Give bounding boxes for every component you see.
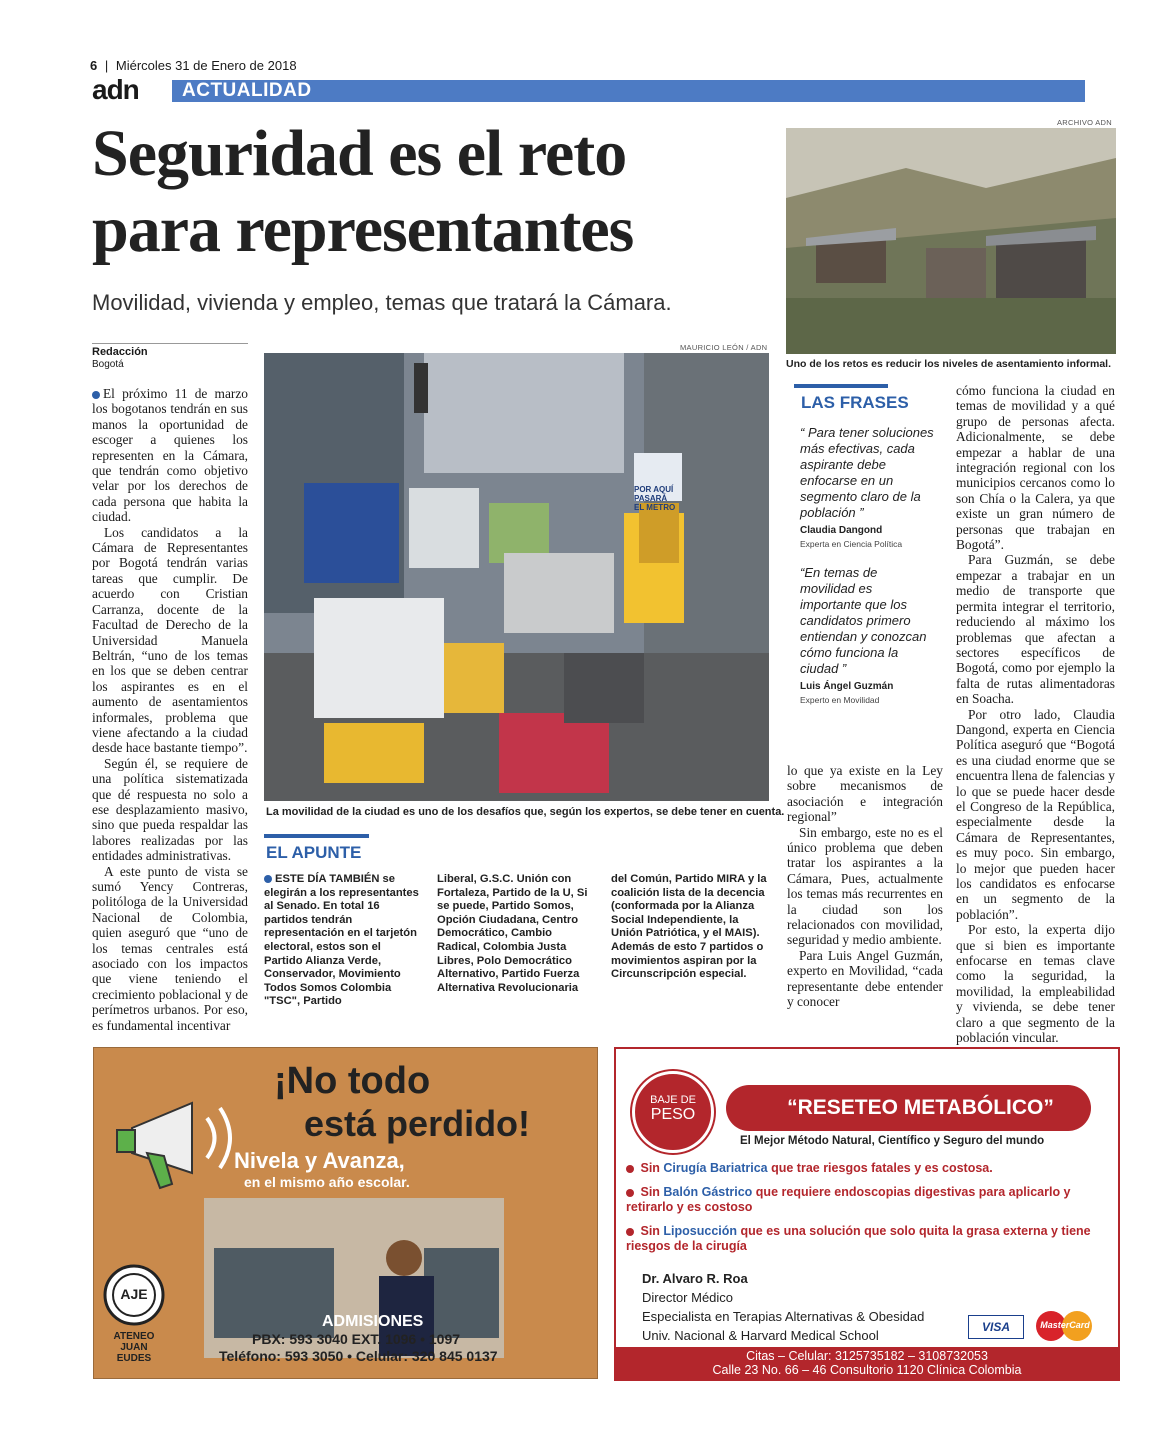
benefit-item: Sin Cirugía Bariatrica que trae riesgos fatales y es costosa. bbox=[626, 1161, 1106, 1176]
paragraph: Por otro lado, Claudia Dangond, experta en Ciencia Política aseguró que “Bogotá es una ciudad enorme que se encuentra llena de falencias y lo que se puede hacer desde el Congreso de la República, especialmente desde la Cámara de Representantes, es muy poco. Sin embargo, lo mejor que pueden hacer los candidatos es enfocarse en un segmento de la población”. bbox=[956, 706, 1115, 922]
apunte-column-1 bbox=[264, 873, 422, 1009]
paragraph: Sin embargo, este no es el único problema que deben tratar los aspirantes a la Cámara, Pues, actualmente los temas más recurrentes en la ciudad son los relacionados con movilidad, seguridad y medio ambiente. bbox=[787, 824, 943, 948]
ateneo-ad bbox=[93, 1047, 598, 1379]
ad-sub-2: en el mismo año escolar. bbox=[244, 1174, 410, 1190]
article-column-4 bbox=[956, 383, 1115, 1045]
paragraph-bullet-icon bbox=[92, 391, 100, 399]
headline-line-1: Seguridad es el reto bbox=[92, 117, 627, 190]
quote-2-role: Experto en Movilidad bbox=[800, 695, 880, 705]
ad-title-bar bbox=[726, 1085, 1091, 1131]
telefono-line: Teléfono: 593 3050 • Celular: 320 845 0137 bbox=[219, 1348, 498, 1364]
ateneo-logo-letters: AJE bbox=[120, 1286, 148, 1302]
paragraph: Para Guzmán, se debe empezar a trabajar en un medio de transporte que permita integrar el territorio, reduciendo al máximo los problemas que afectan a sectores específicos de Bogotá, como por ejemplo la falta de rutas alimentadoras en Soacha. bbox=[956, 552, 1115, 707]
apunte-title: EL APUNTE bbox=[266, 843, 362, 862]
paragraph: Los candidatos a la Cámara de Representantes por Bogotá tendrán varias tareas que cumplir. De acuerdo con Cristian Carranza, docente de la Facultad de Derecho de la Universidad Manuela Beltrán, “uno de los temas en los que se deben centrar los aspirantes es en el aumento de asentamientos informales, problema que viene afectando a la ciudad desde hace bastante tiempo”. bbox=[92, 524, 248, 756]
ateneo-name-2: JUAN EUDES bbox=[116, 1342, 152, 1364]
apunte-lead: ESTE DÍA TAMBIÉN bbox=[275, 873, 380, 885]
doctor-name: Dr. Alvaro R. Roa bbox=[642, 1271, 748, 1286]
quote-2-author: Luis Ángel Guzmán bbox=[800, 681, 894, 692]
red-bullet-icon bbox=[626, 1165, 634, 1173]
headline-line-2: para representantes bbox=[92, 193, 634, 266]
frases-box bbox=[800, 425, 935, 705]
reseteo-ad bbox=[614, 1047, 1120, 1381]
badge-line-1: BAJE DE bbox=[650, 1094, 696, 1106]
author-rule bbox=[92, 343, 248, 344]
informal-settlement-photo bbox=[786, 128, 1116, 354]
quote-2: “En temas de movilidad es importante que los candidatos primero entiendan y conozcan cómo funciona la ciudad ” bbox=[800, 565, 927, 676]
doctor-line-1: Director Médico bbox=[642, 1290, 734, 1305]
citas-line: Citas – Celular: 3125735182 – 3108732053 bbox=[746, 1349, 988, 1363]
ad-headline-1: ¡No todo bbox=[274, 1060, 431, 1102]
author-location: Bogotá bbox=[92, 359, 124, 370]
issue-date: Miércoles 31 de Enero de 2018 bbox=[115, 58, 297, 73]
page-number: 6 bbox=[90, 58, 98, 73]
apunte-rule bbox=[264, 834, 369, 838]
paragraph: Según él, se requiere de una política sistematizada que dé respuesta no solo a ese desplazamiento masivo, sino que pueda respaldar las labores realizadas por las entidades administrativas. bbox=[92, 755, 248, 864]
paragraph: Por esto, la experta dijo que si bien es importante enfocarse en temas clave como la seguridad, la movilidad, la empleabilidad y vivienda, se debe tener claro a que segmento de la población vincular. bbox=[956, 922, 1115, 1046]
traffic-illustration bbox=[264, 353, 769, 801]
paragraph: A este punto de vista se sumó Yency Contreras, politóloga de la Universidad Nacional de Colombia, quien aseguró que “uno de los temas centrales está asociado con los impactos que viene teniendo el crecimiento poblacional y de perímetros urbanos. Por eso, es fundamental incentivar bbox=[92, 863, 248, 1033]
address-line: Calle 23 No. 66 – 46 Consultorio 1120 Clínica Colombia bbox=[712, 1363, 1022, 1377]
top-photo-credit: ARCHIVO ADN bbox=[1057, 118, 1112, 127]
badge-line-2: PESO bbox=[650, 1106, 696, 1123]
doctor-line-3: Univ. Nacional & Harvard Medical School bbox=[642, 1328, 879, 1343]
quote-1-role: Experta en Ciencia Política bbox=[800, 539, 903, 549]
benefit-item: Sin Liposucción que es una solución que solo quita la grasa externa y tiene riesgos de la cirugía bbox=[626, 1224, 1091, 1253]
apunte-column-2: Liberal, G.S.C. Unión con Fortaleza, Partido de la U, Si se puede, Partido Somos, Opción Ciudadana, Centro Democrático, Cambio Radical, Colombia Justa Libres, Polo Democrático Alternativo, Partido Fuerza Alternativa Revolucionaria bbox=[437, 873, 588, 994]
subheadline: Movilidad, vivienda y empleo, temas que tratará la Cámara. bbox=[92, 290, 672, 315]
page-header: 6 | Miércoles 31 de Enero de 2018 bbox=[90, 58, 297, 73]
red-bullet-icon bbox=[626, 1189, 634, 1197]
section-bar bbox=[172, 80, 1085, 102]
paragraph: Para Luis Angel Guzmán, experto en Movilidad, “cada representante debe entender y conocer bbox=[787, 947, 943, 1010]
main-photo-credit: MAURICIO LEÓN / ADN bbox=[680, 343, 768, 352]
visa-logo: VISA bbox=[968, 1315, 1024, 1339]
headline bbox=[92, 116, 633, 268]
benefit-item: Sin Balón Gástrico que requiere endoscopias digestivas para aplicarlo y retirarlo y es costoso bbox=[626, 1185, 1071, 1214]
main-photo-caption: La movilidad de la ciudad es uno de los desafíos que, según los expertos, se debe tener en cuenta. bbox=[266, 806, 785, 818]
frases-rule bbox=[794, 384, 888, 388]
paragraph: lo que ya existe en la Ley sobre mecanismos de asociación e integración regional” bbox=[787, 763, 943, 825]
ateneo-name-1: ATENEO bbox=[113, 1331, 155, 1342]
article-column-1 bbox=[92, 386, 248, 1033]
apunte-bullet-icon bbox=[264, 875, 272, 883]
traffic-photo bbox=[264, 353, 769, 801]
doctor-line-2: Especialista en Terapias Alternativas & Obesidad bbox=[642, 1309, 925, 1324]
author: Redacción bbox=[92, 346, 148, 358]
quote-1: “ Para tener soluciones más efectivas, cada aspirante debe enfocarse en un segmento claro de la población ” bbox=[800, 425, 934, 520]
section-label: ACTUALIDAD bbox=[182, 80, 312, 101]
megaphone-icon bbox=[112, 1088, 252, 1198]
doctor-info bbox=[642, 1269, 924, 1345]
ad-footer-bar bbox=[616, 1347, 1118, 1379]
ad-tagline: El Mejor Método Natural, Científico y Seguro del mundo bbox=[740, 1135, 1045, 1147]
pbx-line: PBX: 593 3040 EXT. 1096 • 1097 bbox=[252, 1331, 461, 1347]
metro-sign: POR AQUÍ PASARÁ EL METRO bbox=[634, 485, 676, 512]
admisiones-label: ADMISIONES bbox=[322, 1313, 424, 1330]
ad-sub-1: Nivela y Avanza, bbox=[234, 1148, 405, 1173]
apunte-text-1: se elegirán a los representantes al Senado. En total 16 partidos tendrán representación en el tarjetón electoral, estos son el Partido Alianza Verde, Conservador, Movimiento Todos Somos Colombia "TSC", Partido bbox=[264, 873, 419, 1008]
ad-benefits-list bbox=[626, 1161, 1106, 1254]
ad-headline-2: está perdido! bbox=[304, 1103, 531, 1144]
quote-1-author: Claudia Dangond bbox=[800, 525, 883, 536]
red-bullet-icon bbox=[626, 1228, 634, 1236]
ad-title: “RESETEO METABÓLICO” bbox=[787, 1096, 1054, 1119]
baje-peso-badge bbox=[632, 1071, 714, 1153]
article-column-3 bbox=[787, 763, 943, 1010]
ateneo-name bbox=[102, 1331, 166, 1364]
adn-logo: adn bbox=[92, 74, 139, 105]
mastercard-label: MasterCard bbox=[1040, 1320, 1090, 1330]
frases-title: LAS FRASES bbox=[801, 393, 909, 412]
apunte-column-3: del Común, Partido MIRA y la coalición lista de la decencia (conformada por la Alianza Social Independiente, la Unión Patriótica, y el MAIS). Además de esto 7 partidos o movimientos aspiran por la Circunscripción especial. bbox=[611, 873, 767, 981]
paragraph: cómo funciona la ciudad en temas de movilidad y a qué grupo de personas afecta. Adicionalmente, se debe empezar a hablar de una integración regional con los municipios cercanos como lo son Chía o la Calera, ya que existe un gran número de personas que trabajan en Bogotá”. bbox=[956, 383, 1115, 553]
settlement-illustration bbox=[786, 128, 1116, 354]
top-photo-caption: Uno de los retos es reducir los niveles de asentamiento informal. bbox=[786, 358, 1112, 370]
paragraph: El próximo 11 de marzo los bogotanos tendrán en sus manos la oportunidad de escoger a quienes los representen en la Cámara, que tendrán como objetivo velar por los derechos de cada persona que habita la ciudad. bbox=[92, 386, 248, 525]
mastercard-logo bbox=[1036, 1311, 1094, 1341]
